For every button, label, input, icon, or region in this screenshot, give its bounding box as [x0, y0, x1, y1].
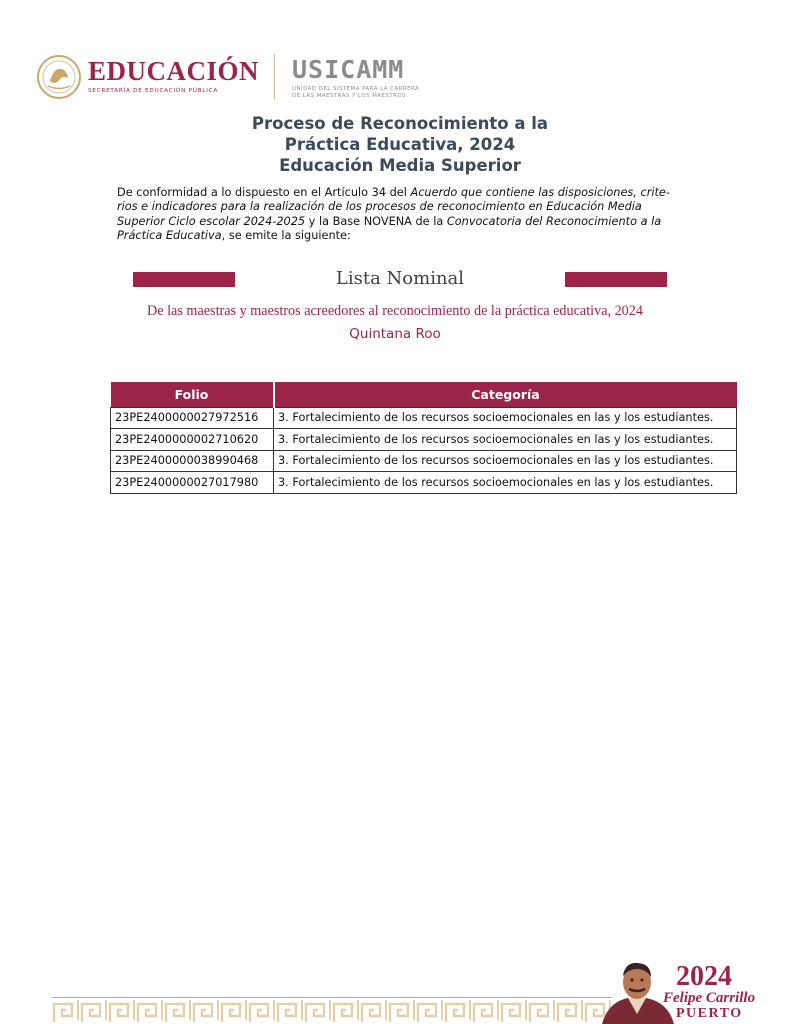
title-line-2: Práctica Educativa, 2024: [284, 135, 516, 154]
cell-categoria: 3. Fortalecimiento de los recursos socioemocionales en las y los estudiantes.: [274, 429, 737, 451]
cell-folio: 23PE2400000027972516: [111, 407, 274, 429]
table-header-row: [111, 382, 737, 407]
table-row: [111, 472, 737, 494]
intro-text-1: De conformidad a lo dispuesto en el Artículo 34 del: [117, 186, 411, 199]
footer-puerto: PUERTO: [676, 1006, 743, 1021]
sep-subtitle: SECRETARÍA DE EDUCACIÓN PÚBLICA: [88, 88, 219, 94]
usicamm-subtitle-1: UNIDAD DEL SISTEMA PARA LA CARRERA: [292, 86, 420, 92]
header: [36, 52, 456, 102]
cell-folio: 23PE2400000002710620: [111, 429, 274, 451]
intro-acuerdo: Acuerdo que contiene las disposiciones, crite-rios e indicadores para la realización de los procesos de reconocimiento en Educación Media Superior Ciclo escolar 2024-2025: [117, 186, 670, 228]
footer-pattern-icon: [52, 996, 612, 1024]
header-categoria: Categoría: [274, 382, 737, 407]
table-row: [111, 429, 737, 451]
table-row: [111, 450, 737, 472]
usicamm-title: USICAMM: [292, 55, 405, 84]
usicamm-subtitle-2: DE LAS MAESTRAS Y LOS MAESTROS: [292, 93, 407, 99]
mexico-emblem-icon: [36, 54, 82, 100]
intro-paragraph: [117, 186, 689, 244]
cell-folio: 23PE2400000027017980: [111, 472, 274, 494]
sep-title: EDUCACIÓN: [88, 56, 260, 86]
intro-text-5: , se emite la siguiente:: [221, 229, 351, 243]
footer-name: Felipe Carrillo: [663, 990, 756, 1006]
decorative-bar-left: [133, 272, 235, 287]
usicamm-logo: [292, 56, 419, 100]
nominal-list-table: [110, 382, 737, 494]
header-folio: Folio: [111, 382, 274, 407]
table-row: [111, 407, 737, 429]
footer-year: 2024: [676, 961, 732, 992]
cell-folio: 23PE2400000038990468: [111, 450, 274, 472]
decorative-bar-right: [565, 272, 667, 287]
list-title: Lista Nominal: [335, 268, 465, 289]
document-title: [160, 113, 640, 176]
cell-categoria: 3. Fortalecimiento de los recursos socioemocionales en las y los estudiantes.: [274, 407, 737, 429]
intro-convocatoria: Convocatoria del Reconocimiento a la Práctica Educativa: [117, 214, 662, 243]
header-divider: [274, 54, 275, 100]
cell-categoria: 3. Fortalecimiento de los recursos socioemocionales en las y los estudiantes.: [274, 450, 737, 472]
title-line-3: Educación Media Superior: [279, 156, 521, 175]
title-line-1: Proceso de Reconocimiento a la: [251, 114, 549, 133]
cell-categoria: 3. Fortalecimiento de los recursos socioemocionales en las y los estudiantes.: [274, 472, 737, 494]
intro-text-3: y la Base NOVENA de la: [305, 214, 447, 228]
state-name: Quintana Roo: [349, 326, 441, 342]
list-subtitle: De las maestras y maestros acreedores al reconocimiento de la práctica educativa, 2024: [147, 303, 643, 319]
sep-logo: [88, 56, 259, 94]
